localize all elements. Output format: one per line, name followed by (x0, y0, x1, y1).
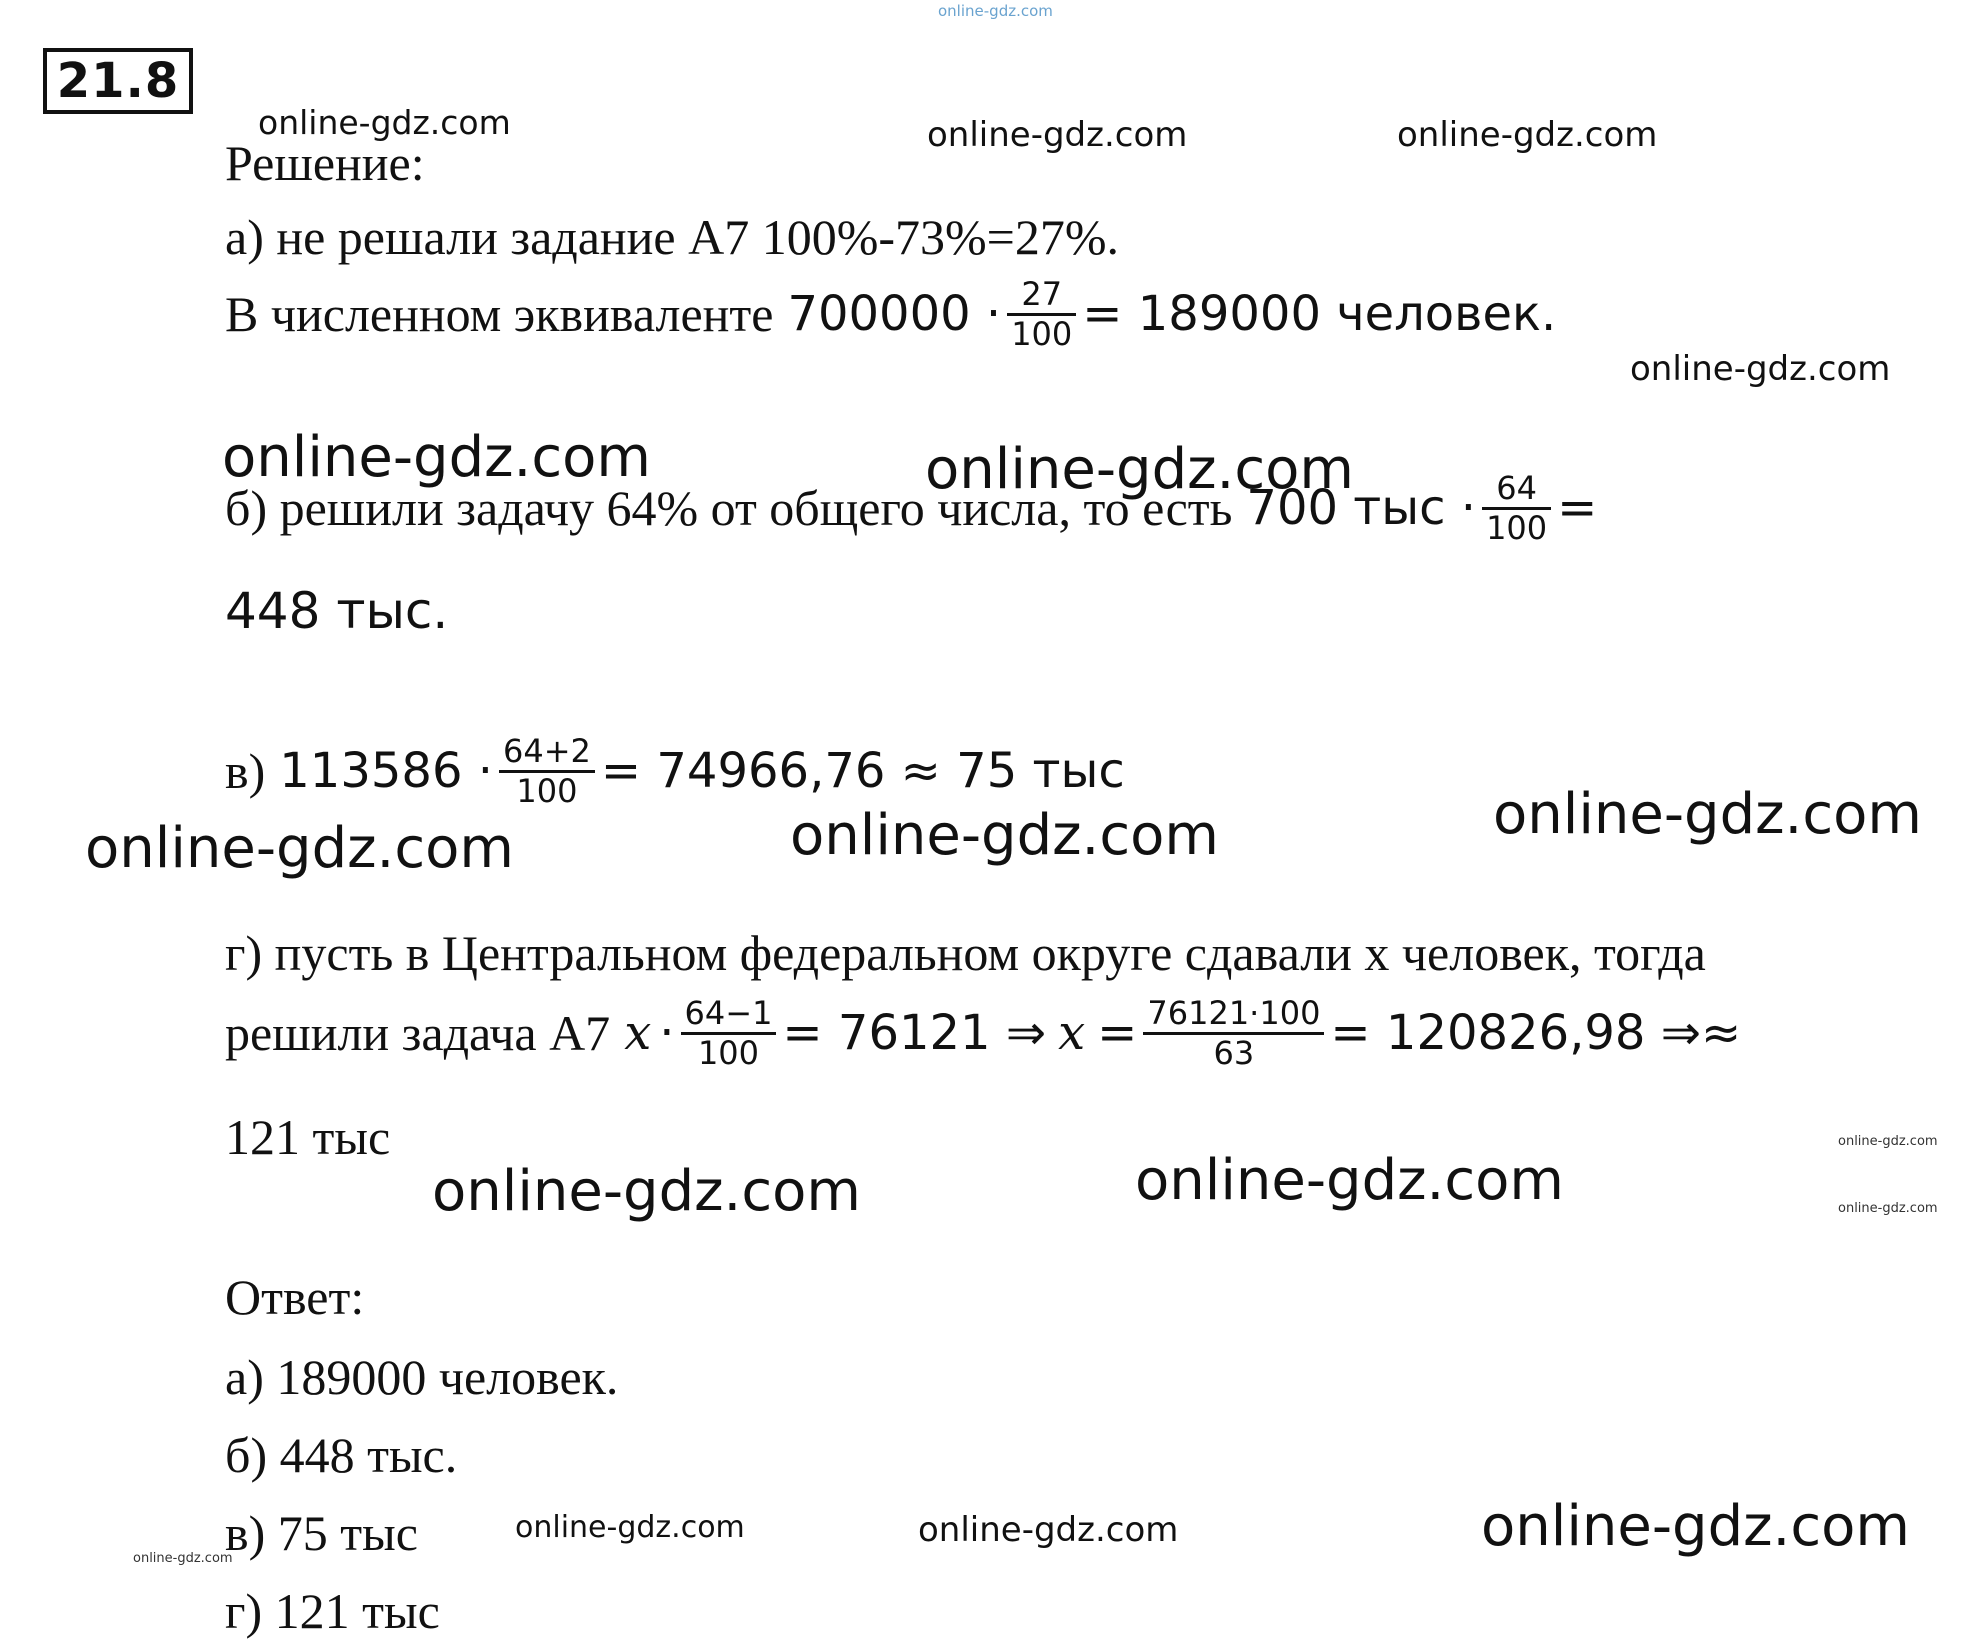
part-g-fraction2-numerator: 76121·100 (1143, 995, 1324, 1035)
part-g-fraction1-numerator: 64−1 (681, 995, 777, 1035)
solution-heading: Решение: (225, 135, 425, 191)
part-v-fraction-denominator: 100 (516, 771, 578, 810)
part-a-line2-left: 700000 · (787, 286, 1002, 343)
part-v-fraction (499, 733, 595, 810)
answer-v: в) 75 тыс (225, 1505, 418, 1561)
part-v-left: 113586 · (279, 743, 494, 800)
part-g-fraction1 (681, 995, 777, 1072)
part-a-line2-text: В численном эквиваленте (225, 286, 774, 343)
part-b-fraction-numerator: 64 (1482, 470, 1551, 510)
part-g-right: = 120826,98 ⇒≈ (1330, 1005, 1742, 1062)
part-b-line2: 448 тыс. (225, 582, 449, 640)
part-g-fraction2 (1143, 995, 1324, 1072)
part-b-text: б) решили задачу 64% от общего числа, то есть (225, 480, 1233, 537)
part-g-line1: г) пусть в Центральном федеральном округе сдавали х человек, тогда (225, 925, 1706, 981)
answer-a: а) 189000 человек. (225, 1349, 619, 1405)
answer-heading: Ответ: (225, 1269, 365, 1325)
task-number: 21.8 (56, 53, 180, 109)
part-a-line2 (225, 276, 1556, 353)
watermark: online-gdz.com (1630, 349, 1891, 389)
part-a-fraction (1007, 276, 1076, 353)
part-g-line2 (225, 995, 1741, 1072)
part-g-eq: = (1097, 1005, 1138, 1062)
part-a-line1: а) не решали задание А7 100%-73%=27%. (225, 209, 1120, 265)
part-v-fraction-numerator: 64+2 (499, 733, 595, 773)
part-v-line (225, 733, 1125, 810)
part-a-fraction-denominator: 100 (1011, 314, 1073, 353)
part-g-dot: · (659, 1005, 675, 1062)
watermark: online-gdz.com (1135, 1148, 1564, 1213)
part-g-var-x2: x (1058, 1005, 1086, 1062)
watermark: online-gdz.com (1838, 1201, 1938, 1216)
part-b-left: 700 тыс · (1246, 480, 1477, 537)
task-number-box (43, 48, 193, 114)
part-b-right: = (1557, 480, 1598, 537)
watermark: online-gdz.com (927, 115, 1188, 155)
watermark: online-gdz.com (790, 803, 1219, 868)
answer-g: г) 121 тыс (225, 1583, 440, 1639)
part-g-line3: 121 тыс (225, 1109, 391, 1165)
part-v-right: = 74966,76 ≈ 75 тыс (600, 743, 1125, 800)
watermark: online-gdz.com (918, 1510, 1179, 1550)
part-v-label: в) (225, 743, 266, 800)
part-a-fraction-numerator: 27 (1007, 276, 1076, 316)
watermark: online-gdz.com (222, 425, 651, 490)
watermark: online-gdz.com (1481, 1494, 1910, 1559)
watermark: online-gdz.com (1493, 782, 1922, 847)
part-g-mid: = 76121 ⇒ (782, 1005, 1047, 1062)
watermark: online-gdz.com (1397, 115, 1658, 155)
watermark: online-gdz.com (925, 437, 1354, 502)
part-g-fraction1-denominator: 100 (697, 1033, 760, 1072)
watermark: online-gdz.com (515, 1510, 745, 1545)
part-g-fraction2-denominator: 63 (1213, 1033, 1255, 1072)
part-a-line2-right: = 189000 человек. (1082, 286, 1557, 343)
watermark-top: online-gdz.com (938, 2, 1053, 20)
watermark: online-gdz.com (258, 103, 511, 142)
part-b-fraction-denominator: 100 (1486, 508, 1548, 547)
watermark: online-gdz.com (133, 1551, 233, 1566)
watermark: online-gdz.com (1838, 1134, 1938, 1149)
answer-b: б) 448 тыс. (225, 1427, 458, 1483)
part-b-fraction (1482, 470, 1551, 547)
part-g-line2-text: решили задача А7 (225, 1005, 611, 1062)
watermark: online-gdz.com (85, 816, 514, 881)
watermark: online-gdz.com (432, 1159, 861, 1224)
part-g-var-x: x (624, 1005, 652, 1062)
